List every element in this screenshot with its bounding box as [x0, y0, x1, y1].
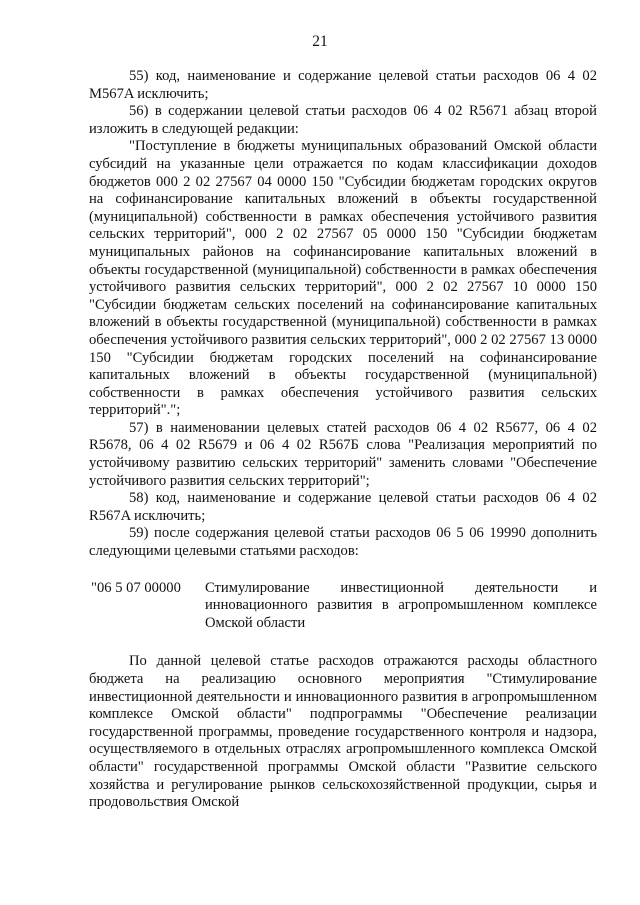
item-56-quote: "Поступление в бюджеты муниципальных образований Омской области субсидий на указанные цели отражается по кодам классификации доходов бюджетов 000 2 02 27567 04 0000 150 "Субсидии бюджетам городских округов на софинансирование капитальных вложений в объекты государственной (муниципальной) собственности в рамках обеспечения устойчивого развития сельских территорий", 000 2 02 27567 05 0000 150 "Субсидии бюджетам муниципальных районов на софинансирование капитальных вложений в объекты государственной (муниципальной) собственности в рамках обеспечения устойчивого развития сельских территорий", 000 2 02 27567 10 0000 150 "Субсидии бюджетам сельских поселений на софинансирование капитальных вложений в объекты государственной (муниципальной) собственности в рамках обеспечения устойчивого развития сельских территорий", 000 2 02 27567 13 0000 150 "Субсидии бюджетам городских поселений на софинансирование капитальных вложений в объекты государственной (муниципальной) собственности в рамках обеспечения устойчивого развития сельских территорий".";: [89, 138, 597, 419]
item-59: 59) после содержания целевой статьи расходов 06 5 06 19990 дополнить следующими целевыми статьями расходов:: [89, 525, 597, 560]
page-number: 21: [312, 33, 328, 50]
item-55: 55) код, наименование и содержание целевой статьи расходов 06 4 02 M567A исключить;: [89, 68, 597, 102]
target-article-entry: [91, 580, 597, 633]
target-article-title: Стимулирование инвестиционной деятельности и инновационного развития в агропромышленном комплексе Омской области: [205, 579, 597, 631]
item-56: 56) в содержании целевой статьи расходов 06 4 02 R5671 абзац второй изложить в следующей редакции:: [89, 103, 597, 137]
target-article-code: "06 5 07 00000: [91, 579, 181, 596]
item-57: 57) в наименовании целевых статей расходов 06 4 02 R5677, 06 4 02 R5678, 06 4 02 R5679 и 06 4 02 R567Б слова "Реализация мероприятий по устойчивому развитию сельских территорий" заменить словами "Обеспечение устойчивого развития сельских территорий";: [89, 419, 597, 489]
document-body: [89, 68, 597, 812]
target-article-description: По данной целевой статье расходов отражаются расходы областного бюджета на реализацию основного мероприятия "Стимулирование инвестиционной деятельности и инновационного развития в агропромышленном комплексе Омской области" подпрограммы "Обеспечение реализации государственной программы, проведение государственного контроля и надзора, осуществляемого в отдельных отраслях агропромышленного комплекса Омской области" государственной программы Омской области "Развитие сельского хозяйства и регулирование рынков сельскохозяйственной продукции, сырья и продовольствия Омской: [89, 653, 597, 811]
item-58: 58) код, наименование и содержание целевой статьи расходов 06 4 02 R567A исключить;: [89, 490, 597, 524]
